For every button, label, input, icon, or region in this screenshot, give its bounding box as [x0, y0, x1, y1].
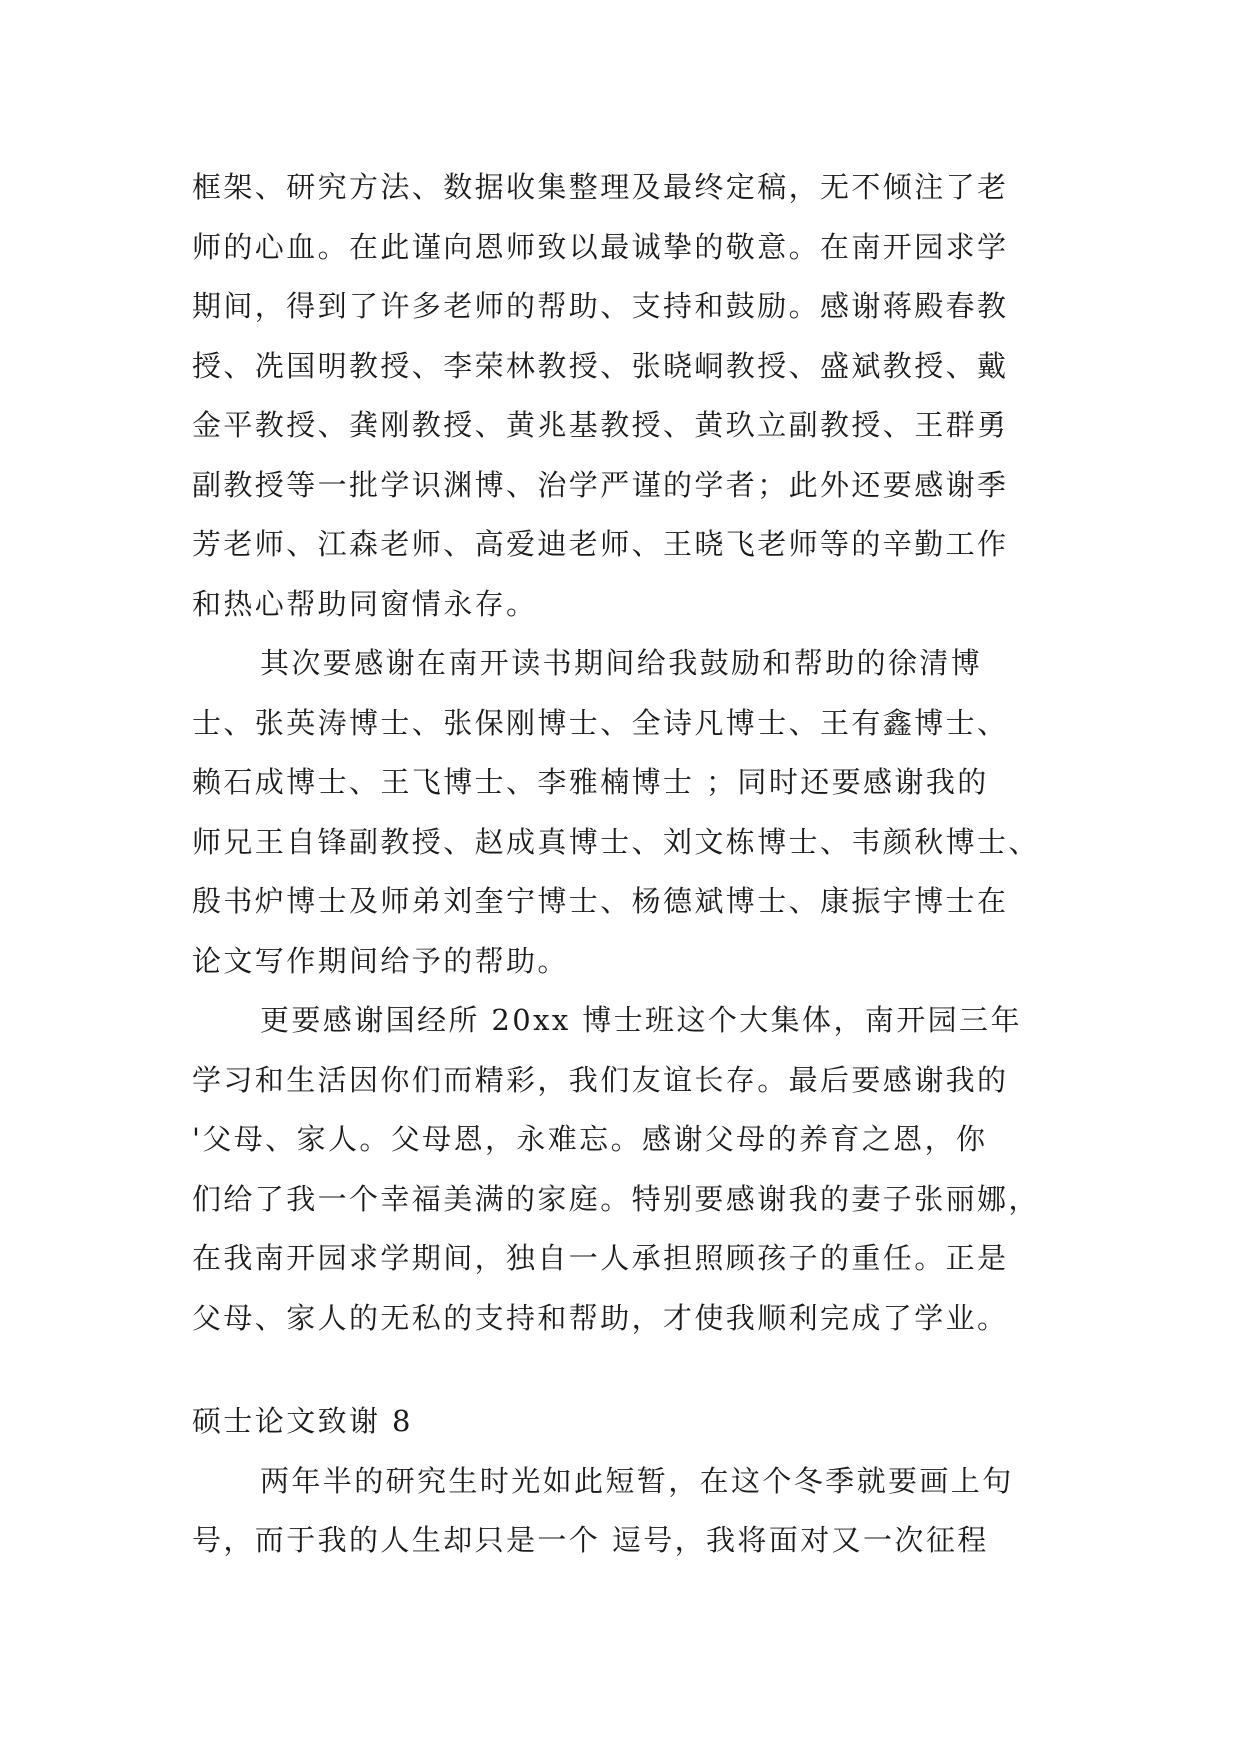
paragraph-acknowledge-family [192, 991, 1072, 1348]
text-line: 期间，得到了许多老师的帮助、支持和鼓励。感谢蒋殿春教 [192, 289, 1009, 323]
text-line: 赖石成博士、王飞博士、李雅楠博士 ；同时还要感谢我的 [192, 765, 989, 799]
text-line: 论文写作期间给予的帮助。 [192, 943, 569, 978]
text-line: 授、冼国明教授、李荣林教授、张晓峒教授、盛斌教授、戴 [192, 348, 1009, 383]
text-line: 师兄王自锋副教授、赵成真博士、刘文栋博士、韦颜秋博士、 [192, 824, 1040, 859]
text-line: 和热心帮助同窗情永存。 [192, 586, 538, 621]
text-line: 学习和生活因你们而精彩，我们友谊长存。最后要感谢我的 [192, 1062, 1009, 1097]
paragraph-acknowledge-teachers [192, 158, 1072, 634]
document-body [192, 158, 1072, 1571]
paragraph-acknowledge-classmates [192, 634, 1072, 991]
section-heading: 硕士论文致谢 8 [192, 1404, 413, 1438]
text-line: 两年半的研究生时光如此短暂，在这个冬季就要画上句 [260, 1463, 1014, 1498]
text-line: 金平教授、龚刚教授、黄兆基教授、黄玖立副教授、王群勇 [192, 408, 1009, 442]
paragraph-final [192, 1452, 1072, 1571]
text-line: 副教授等一批学识渊博、治学严谨的学者；此外还要感谢季 [192, 467, 1009, 502]
text-line: 父母、家人的无私的支持和帮助，才使我顺利完成了学业。 [192, 1300, 1009, 1335]
text-line: 师的心血。在此谨向恩师致以最诚挚的敬意。在南开园求学 [192, 229, 1009, 264]
text-line: 其次要感谢在南开读书期间给我鼓励和帮助的徐清博 [260, 646, 983, 680]
text-line: 在我南开园求学期间，独自一人承担照顾孩子的重任。正是 [192, 1241, 1009, 1275]
text-line: 芳老师、江森老师、高爱迪老师、王晓飞老师等的辛勤工作 [192, 527, 1009, 561]
text-line: '父母、家人。父母恩，永难忘。感谢父母的养育之恩，你 [192, 1122, 988, 1156]
text-line: 更要感谢国经所 20xx 博士班这个大集体，南开园三年 [260, 1003, 1022, 1037]
text-line: 号，而于我的人生却只是一个 逗号，我将面对又一次征程 [192, 1523, 989, 1557]
text-line: 士、张英涛博士、张保刚博士、全诗凡博士、王有鑫博士、 [192, 705, 1009, 740]
text-line: 框架、研究方法、数据收集整理及最终定稿，无不倾注了老 [192, 170, 1009, 204]
text-line: 们给了我一个幸福美满的家庭。特别要感谢我的妻子张丽娜， [192, 1181, 1040, 1216]
text-line: 殷书炉博士及师弟刘奎宁博士、杨德斌博士、康振宇博士在 [192, 884, 1009, 918]
